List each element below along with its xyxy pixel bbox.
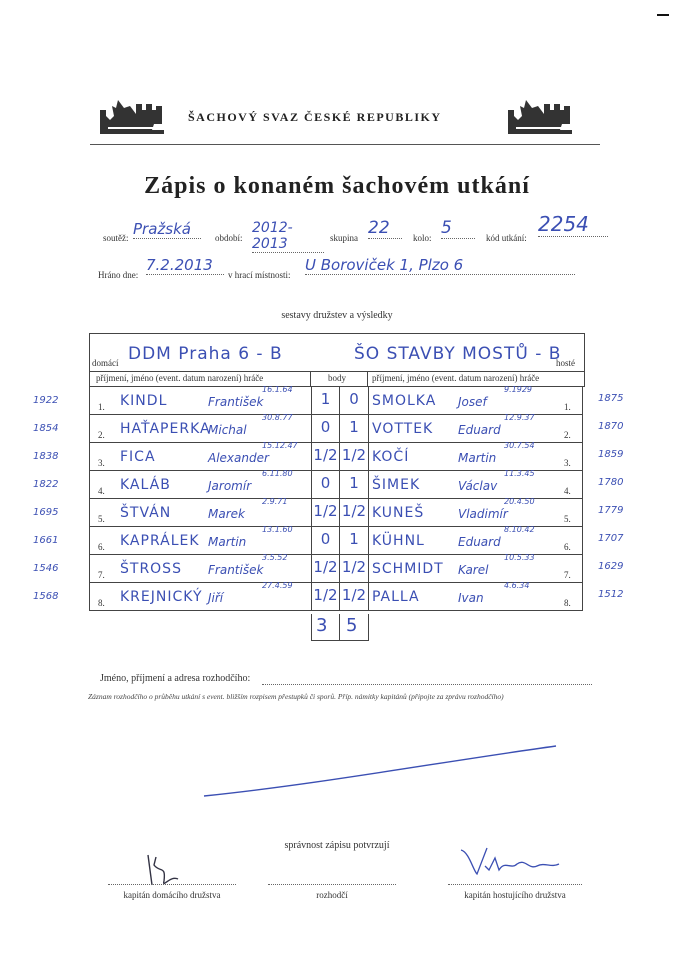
home-player-dob: 27.4.59 — [262, 581, 293, 590]
home-points: 1/2 — [313, 446, 338, 464]
home-player-firstname: Michal — [208, 423, 247, 437]
home-player-firstname: Marek — [208, 507, 245, 521]
away-player-rating: 1629 — [598, 561, 624, 572]
away-player-rating: 1780 — [598, 477, 624, 488]
hrano-label: Hráno dne: — [98, 270, 139, 280]
away-player-rating: 1707 — [598, 533, 624, 544]
chess-federation-logo-icon — [96, 96, 168, 136]
board-number-home: 7. — [98, 570, 105, 580]
home-player-surname: KALÁB — [120, 477, 171, 493]
away-player-rating: 1779 — [598, 505, 624, 516]
board-row — [89, 415, 583, 443]
home-player-surname: ŠTVÁN — [120, 505, 172, 521]
home-player-rating: 1822 — [33, 479, 59, 490]
away-points: 1/2 — [341, 446, 367, 464]
away-player-dob: 11.3.45 — [504, 469, 535, 478]
home-player-rating: 1568 — [33, 591, 59, 602]
referee-label: Jméno, příjmení a adresa rozhodčího: — [100, 673, 251, 684]
away-player-firstname: Karel — [458, 563, 489, 577]
away-player-dob: 10.5.33 — [504, 553, 535, 562]
home-player-rating: 1695 — [33, 507, 59, 518]
home-player-rating: 1838 — [33, 451, 59, 462]
away-player-firstname: Eduard — [458, 423, 501, 437]
home-points: 0 — [320, 418, 331, 436]
away-player-dob: 30.7.54 — [504, 441, 535, 450]
home-player-surname: KREJNICKÝ — [120, 589, 203, 605]
board-number-home: 6. — [98, 542, 105, 552]
away-player-dob: 4.6.34 — [504, 581, 530, 590]
home-player-rating: 1661 — [33, 535, 59, 546]
board-number-home: 5. — [98, 514, 105, 524]
away-points: 1/2 — [341, 502, 367, 520]
soutez-label: soutěž: — [103, 233, 129, 243]
obdobi-label: období: — [215, 233, 243, 243]
strike-line — [200, 740, 560, 800]
away-team-name: ŠO STAVBY MOSTŮ - B — [354, 344, 562, 364]
home-captain-signature — [140, 845, 200, 895]
away-player-dob: 9.1929 — [504, 385, 532, 394]
home-player-rating: 1854 — [33, 423, 59, 434]
home-player-surname: FICA — [120, 449, 156, 465]
away-player-rating: 1870 — [598, 421, 624, 432]
home-player-rating: 1546 — [33, 563, 59, 574]
board-number-home: 4. — [98, 486, 105, 496]
away-player-firstname: Vladimír — [458, 507, 508, 521]
away-player-firstname: Martin — [458, 451, 497, 465]
corner-mark — [657, 14, 669, 16]
section-title: sestavy družstev a výsledky — [281, 310, 393, 321]
away-player-surname: SMOLKA — [372, 393, 437, 409]
obdobi-value: 2012-2013 — [252, 220, 324, 253]
board-number-away: 1. — [564, 402, 571, 412]
home-team-name: DDM Praha 6 - B — [128, 344, 283, 364]
away-points: 1 — [349, 530, 359, 548]
home-player-firstname: František — [208, 563, 264, 577]
away-player-surname: SCHMIDT — [372, 561, 444, 577]
board-row — [89, 387, 583, 415]
board-row — [89, 555, 583, 583]
total-away: 5 — [346, 615, 358, 636]
away-player-firstname: Ivan — [458, 591, 484, 605]
home-points: 1 — [320, 390, 331, 408]
away-player-surname: KUNEŠ — [372, 505, 425, 521]
away-points: 1/2 — [341, 586, 367, 604]
home-player-firstname: František — [208, 395, 264, 409]
board-number-away: 3. — [564, 458, 571, 468]
board-number-away: 5. — [564, 514, 571, 524]
away-points: 1 — [349, 474, 359, 492]
board-row — [89, 443, 583, 471]
home-points: 1/2 — [313, 502, 338, 520]
home-player-dob: 2.9.71 — [262, 497, 288, 506]
away-player-surname: ŠIMEK — [372, 477, 421, 493]
away-label: hosté — [556, 358, 575, 368]
total-home: 3 — [316, 615, 328, 636]
away-player-rating: 1859 — [598, 449, 624, 460]
soutez-value: Pražská — [133, 220, 201, 239]
confirm-text: správnost zápisu potvrzují — [284, 840, 390, 851]
away-player-firstname: Václav — [458, 479, 498, 493]
board-row — [89, 527, 583, 555]
away-player-rating: 1875 — [598, 393, 624, 404]
points-header: body — [328, 373, 346, 383]
header-divider — [90, 144, 600, 145]
home-player-surname: HAŤAPERKA — [120, 421, 211, 437]
home-player-surname: KINDL — [120, 393, 168, 409]
home-player-firstname: Martin — [208, 535, 247, 549]
away-captain-signature — [455, 840, 565, 885]
home-player-firstname: Alexander — [208, 451, 269, 465]
misto-value: U Boroviček 1, Plzo 6 — [305, 256, 575, 275]
away-points: 1 — [349, 418, 359, 436]
hrano-value: 7.2.2013 — [146, 256, 224, 275]
referee-note: Záznam rozhodčího o průběhu utkání s event. bližším rozpisem přestupků či sporů. Příp. námitky kapitánů (připojte za zprávu rozhodčího) — [88, 692, 504, 701]
board-number-home: 8. — [98, 598, 105, 608]
home-label: domácí — [92, 358, 119, 368]
away-player-surname: KOČÍ — [372, 449, 410, 465]
page-title: Zápis o konaném šachovém utkání — [144, 173, 530, 199]
away-player-dob: 8.10.42 — [504, 525, 535, 534]
board-number-away: 8. — [564, 598, 571, 608]
away-player-firstname: Eduard — [458, 535, 501, 549]
kod-label: kód utkání: — [486, 233, 527, 243]
skupina-label: skupina — [330, 233, 358, 243]
home-points: 1/2 — [313, 558, 338, 576]
kolo-value: 5 — [441, 218, 475, 239]
home-player-firstname: Jiří — [208, 591, 224, 605]
home-player-dob: 16.1.64 — [262, 385, 293, 394]
away-player-firstname: Josef — [458, 395, 487, 409]
home-player-header: příjmení, jméno (event. datum narození) hráče — [96, 373, 264, 383]
away-points: 1/2 — [341, 558, 367, 576]
away-player-header: příjmení, jméno (event. datum narození) hráče — [372, 373, 540, 383]
home-player-dob: 30.8.77 — [262, 413, 293, 422]
misto-label: v hrací místnosti: — [228, 270, 291, 280]
board-row — [89, 471, 583, 499]
sig-ref-label: rozhodčí — [316, 890, 348, 900]
board-number-home: 3. — [98, 458, 105, 468]
away-player-rating: 1512 — [598, 589, 624, 600]
board-row — [89, 499, 583, 527]
away-points: 0 — [349, 390, 359, 408]
board-number-away: 2. — [564, 430, 571, 440]
kod-value: 2254 — [538, 212, 608, 237]
sig-home-label: kapitán domácího družstva — [123, 890, 221, 900]
away-player-dob: 12.9.37 — [504, 413, 535, 422]
home-player-surname: KAPRÁLEK — [120, 533, 200, 549]
board-row — [89, 583, 583, 611]
board-number-home: 1. — [98, 402, 105, 412]
board-number-away: 6. — [564, 542, 571, 552]
skupina-value: 22 — [368, 218, 402, 239]
board-number-home: 2. — [98, 430, 105, 440]
chess-federation-logo-icon-right — [504, 96, 576, 136]
home-player-dob: 3.5.52 — [262, 553, 288, 562]
away-player-dob: 20.4.50 — [504, 497, 535, 506]
home-points: 1/2 — [313, 586, 338, 604]
home-player-firstname: Jaromír — [208, 479, 252, 493]
home-player-rating: 1922 — [33, 395, 59, 406]
home-player-dob: 6.11.80 — [262, 469, 293, 478]
away-player-surname: VOTTEK — [372, 421, 434, 437]
home-points: 0 — [320, 530, 331, 548]
board-number-away: 4. — [564, 486, 571, 496]
kolo-label: kolo: — [413, 233, 432, 243]
sig-away-label: kapitán hostujícího družstva — [464, 890, 566, 900]
board-number-away: 7. — [564, 570, 571, 580]
away-player-surname: PALLA — [372, 589, 420, 605]
org-name: ŠACHOVÝ SVAZ ČESKÉ REPUBLIKY — [188, 110, 442, 124]
home-player-dob: 15.12.47 — [262, 441, 298, 450]
away-player-surname: KÜHNL — [372, 533, 425, 549]
home-points: 0 — [320, 474, 331, 492]
home-player-dob: 13.1.60 — [262, 525, 293, 534]
home-player-surname: ŠTROSS — [120, 561, 182, 577]
